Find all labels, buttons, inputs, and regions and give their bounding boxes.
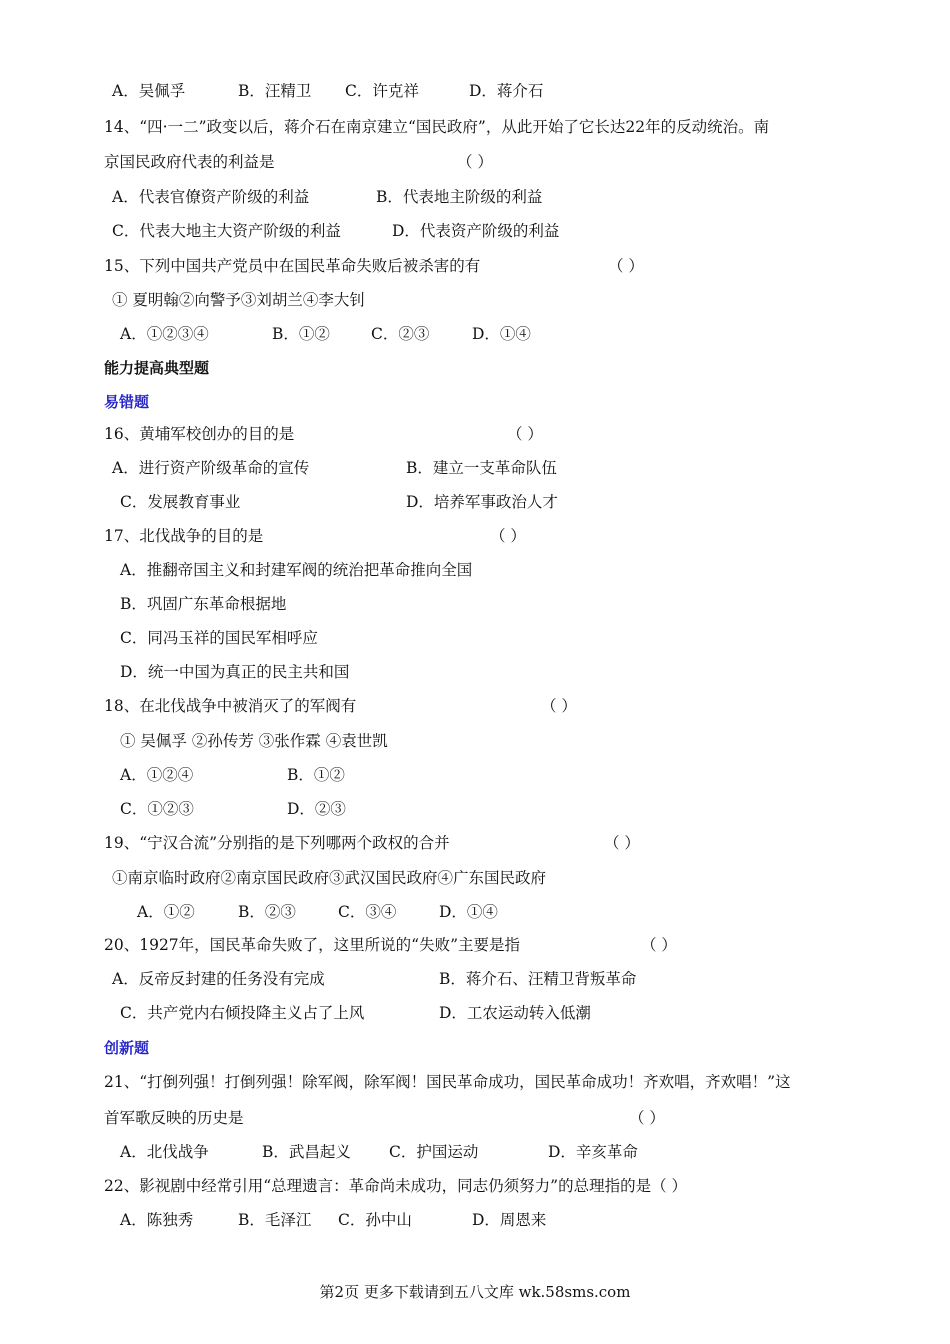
q19-option-d: D．①④ [439, 903, 498, 921]
q21-stem-text: 首军歌反映的历史是 [104, 1109, 244, 1127]
section-heading-ability: 能力提高典型题 [104, 359, 210, 377]
q15-option-a: A．①②③④ [120, 325, 209, 343]
q16-option-d: D．培养军事政治人才 [406, 493, 558, 511]
q14-option-d: D．代表资产阶级的利益 [392, 222, 560, 240]
q13-option-c: C．许克祥 [345, 82, 419, 100]
q20-option-a: A．反帝反封建的任务没有完成 [112, 970, 325, 988]
q21-option-b: B．武昌起义 [262, 1143, 351, 1161]
q15-option-d: D．①④ [472, 325, 531, 343]
q22-option-c: C．孙中山 [338, 1211, 412, 1229]
q13-option-a: A．吴佩孚 [112, 82, 186, 100]
q17-option-a: A．推翻帝国主义和封建军阀的统治把革命推向全国 [120, 561, 473, 579]
section-heading-error-prone: 易错题 [104, 393, 150, 411]
q17-option-b: B．巩固广东革命根据地 [120, 595, 287, 613]
q21-answer-paren: （ ） [629, 1109, 665, 1127]
q19-option-a: A．①② [137, 903, 195, 921]
q18-option-b: B．①② [287, 766, 345, 784]
q15-items: ① 夏明翰②向警予③刘胡兰④李大钊 [112, 291, 365, 309]
q16-option-b: B．建立一支革命队伍 [406, 459, 557, 477]
q21-stem-line1: 21、“打倒列强！打倒列强！除军阀，除军阀！国民革命成功，国民革命成功！齐欢唱，齐欢唱！”这 [104, 1073, 791, 1091]
q14-option-b: B．代表地主阶级的利益 [376, 188, 543, 206]
q22-option-d: D．周恩来 [472, 1211, 547, 1229]
q14-answer-paren: （ ） [457, 153, 493, 171]
q14-stem-line1: 14、“四·一二”政变以后，蒋介石在南京建立“国民政府”，从此开始了它长达22年的反动统治。南 [104, 118, 770, 136]
q16-option-c: C．发展教育事业 [120, 493, 241, 511]
q15-option-b: B．①② [272, 325, 330, 343]
q19-option-c: C．③④ [338, 903, 397, 921]
q20-answer-paren: （ ） [641, 936, 677, 954]
q19-stem-text: 19、“宁汉合流”分别指的是下列哪两个政权的合并 [104, 834, 450, 852]
q14-option-a: A．代表官僚资产阶级的利益 [112, 188, 310, 206]
q20-option-b: B．蒋介石、汪精卫背叛革命 [439, 970, 637, 988]
q18-answer-paren: （ ） [541, 697, 577, 715]
q19-option-b: B．②③ [238, 903, 296, 921]
q17-stem-text: 17、北伐战争的目的是 [104, 527, 264, 545]
q14-option-c: C．代表大地主大资产阶级的利益 [112, 222, 341, 240]
q15-answer-paren: （ ） [608, 257, 644, 275]
q18-option-c: C．①②③ [120, 800, 194, 818]
q14-stem-text: 京国民政府代表的利益是 [104, 153, 275, 171]
q18-stem-text: 18、在北伐战争中被消灭了的军阀有 [104, 697, 357, 715]
q22-option-b: B．毛泽江 [238, 1211, 312, 1229]
section-heading-innovation: 创新题 [104, 1039, 150, 1057]
q17-answer-paren: （ ） [490, 527, 526, 545]
q20-stem-text: 20、1927年，国民革命失败了，这里所说的“失败”主要是指 [104, 936, 521, 954]
q21-option-c: C．护国运动 [389, 1143, 479, 1161]
q17-option-c: C．同冯玉祥的国民军相呼应 [120, 629, 318, 647]
q17-option-d: D．统一中国为真正的民主共和国 [120, 663, 350, 681]
q16-option-a: A．进行资产阶级革命的宣传 [112, 459, 310, 477]
q21-option-a: A．北伐战争 [120, 1143, 209, 1161]
q15-stem-text: 15、下列中国共产党员中在国民革命失败后被杀害的有 [104, 257, 481, 275]
q19-answer-paren: （ ） [604, 834, 640, 852]
q20-option-d: D．工农运动转入低潮 [439, 1004, 591, 1022]
q18-items: ① 吴佩孚 ②孙传芳 ③张作霖 ④袁世凯 [120, 732, 388, 750]
q16-stem-text: 16、黄埔军校创办的目的是 [104, 425, 295, 443]
q16-answer-paren: （ ） [507, 425, 543, 443]
q22-stem: 22、影视剧中经常引用“总理遗言：革命尚未成功，同志仍须努力”的总理指的是（ ） [104, 1177, 688, 1195]
q19-items: ①南京临时政府②南京国民政府③武汉国民政府④广东国民政府 [112, 869, 547, 887]
q13-option-d: D．蒋介石 [469, 82, 544, 100]
q18-option-d: D．②③ [287, 800, 346, 818]
q15-option-c: C．②③ [371, 325, 430, 343]
q22-option-a: A．陈独秀 [120, 1211, 194, 1229]
q21-option-d: D．辛亥革命 [548, 1143, 638, 1161]
q18-option-a: A．①②④ [120, 766, 194, 784]
q20-option-c: C．共产党内右倾投降主义占了上风 [120, 1004, 365, 1022]
page-footer: 第2页 更多下载请到五八文库 wk.58sms.com [319, 1283, 631, 1301]
q13-option-b: B．汪精卫 [238, 82, 312, 100]
